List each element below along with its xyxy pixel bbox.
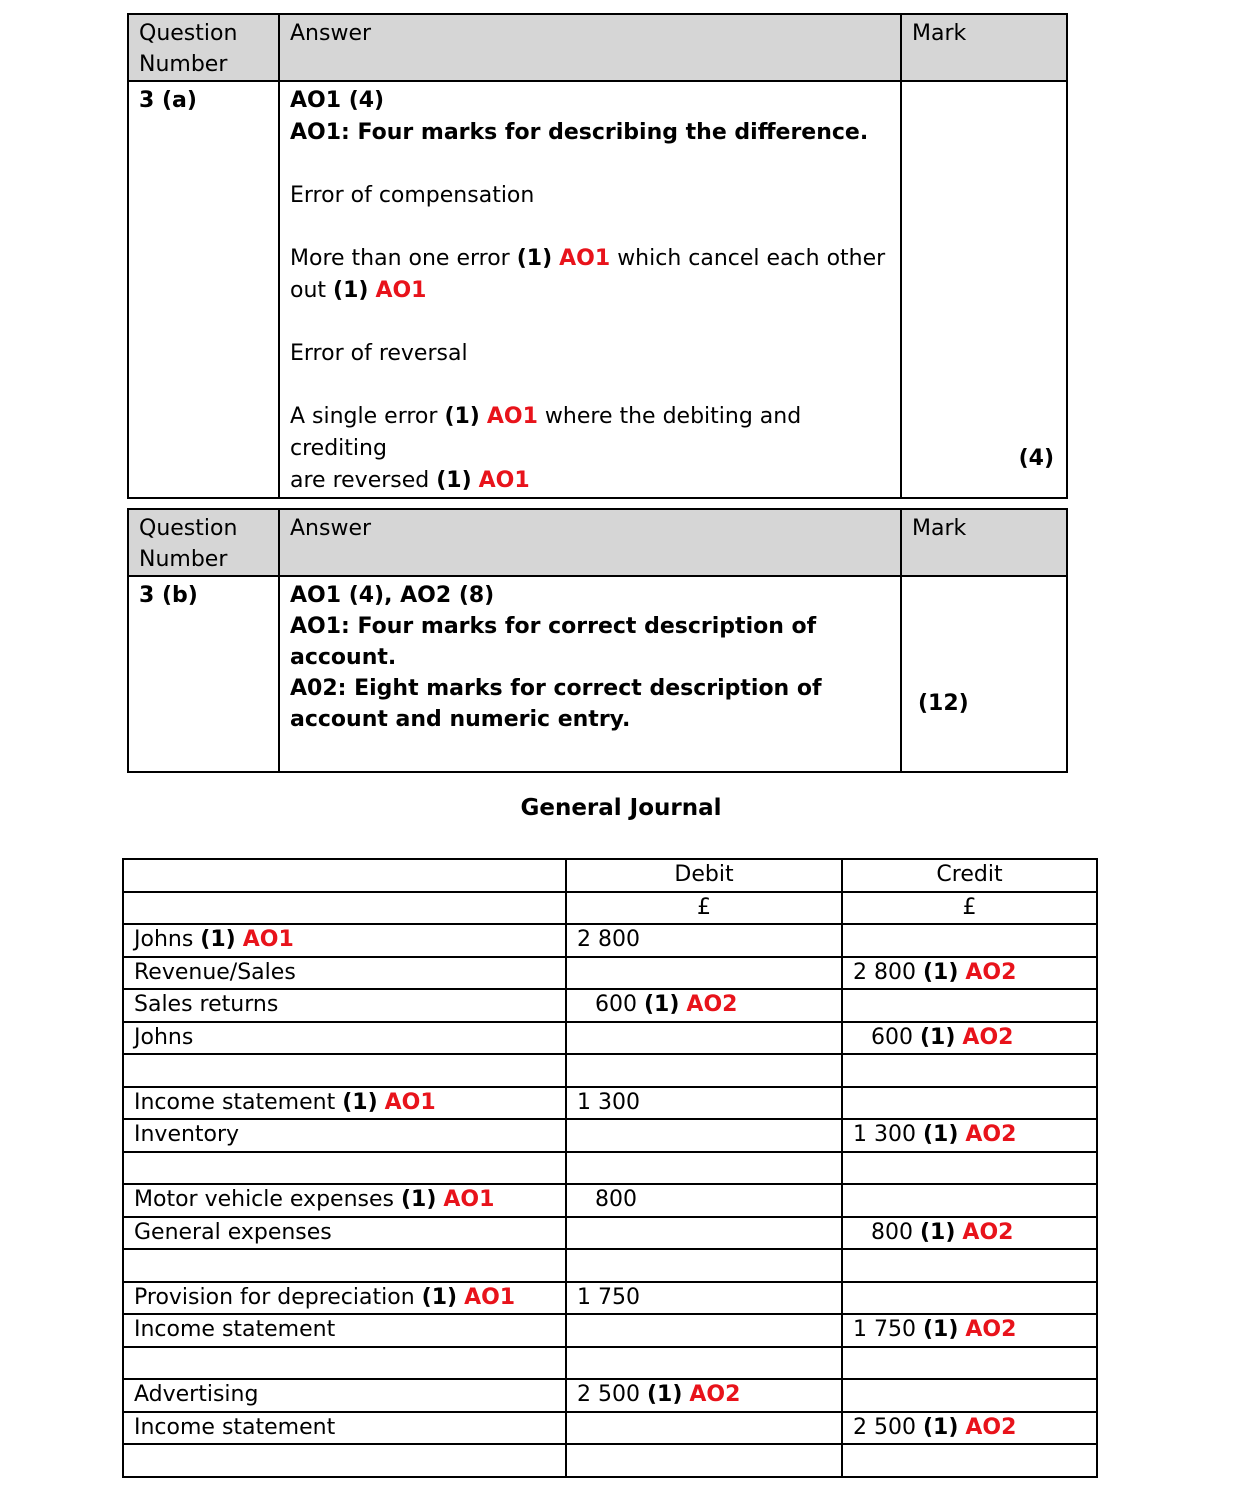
debit-cell: [566, 1314, 842, 1347]
debit-header: Debit: [566, 859, 842, 892]
account-cell: [123, 1054, 566, 1087]
journal-currency-row: [123, 892, 1097, 925]
debit-cell: 1 750: [566, 1282, 842, 1315]
journal-row: [123, 1087, 1097, 1120]
ao-heading: AO1 (4): [290, 88, 385, 113]
ao2-description: A02: Eight marks for correct description of: [290, 676, 822, 701]
journal-row: [123, 1249, 1097, 1282]
ao-heading: AO1 (4), AO2 (8): [290, 583, 495, 608]
debit-cell: 1 300: [566, 1087, 842, 1120]
answer-cell: AO1 (4), AO2 (8) AO1: Four marks for correct description of account. A02: Eight marks for correct description of account and numeric entry.: [279, 576, 901, 772]
mark-value: (12): [918, 691, 969, 716]
credit-header: Credit: [842, 859, 1097, 892]
mark-cell: [901, 576, 1067, 772]
debit-cell: 2 500 (1) AO2: [566, 1379, 842, 1412]
account-cell: Motor vehicle expenses (1) AO1: [123, 1184, 566, 1217]
credit-cell: [842, 1249, 1097, 1282]
ao-description: AO1: Four marks for describing the difference.: [290, 120, 869, 145]
account-cell: [123, 1249, 566, 1282]
journal-row: [123, 1444, 1097, 1477]
mark-scheme-table-3a: [127, 13, 1068, 499]
answer-header: Answer: [279, 14, 901, 81]
account-cell: General expenses: [123, 1217, 566, 1250]
para-text: A single error (1) AO1 where the debiting and crediting are reversed (1) AO1: [290, 404, 802, 493]
ao1-description: AO1: Four marks for correct description of: [290, 614, 817, 639]
credit-cell: [842, 1054, 1097, 1087]
header-row: [128, 509, 1067, 576]
journal-row: [123, 1217, 1097, 1250]
journal-row: [123, 957, 1097, 990]
credit-cell: [842, 1152, 1097, 1185]
credit-cell: 600 (1) AO2: [842, 1022, 1097, 1055]
account-cell: [123, 1444, 566, 1477]
credit-cell: 1 750 (1) AO2: [842, 1314, 1097, 1347]
account-cell: Johns (1) AO1: [123, 924, 566, 957]
journal-row: [123, 924, 1097, 957]
para-title: Error of compensation: [290, 183, 535, 208]
account-cell: [123, 1347, 566, 1380]
account-cell: Advertising: [123, 1379, 566, 1412]
credit-cell: [842, 1379, 1097, 1412]
header-row: [128, 14, 1067, 81]
credit-cell: [842, 1087, 1097, 1120]
account-cell: Inventory: [123, 1119, 566, 1152]
debit-cell: 2 800: [566, 924, 842, 957]
journal-row: [123, 1184, 1097, 1217]
debit-cell: 800: [566, 1184, 842, 1217]
debit-cell: [566, 1444, 842, 1477]
credit-cell: 2 500 (1) AO2: [842, 1412, 1097, 1445]
journal-row: [123, 989, 1097, 1022]
account-cell: Income statement (1) AO1: [123, 1087, 566, 1120]
mark-cell: [901, 81, 1067, 498]
question-number-header: Question Number: [128, 14, 279, 81]
journal-title: General Journal: [520, 795, 722, 821]
answer-header: Answer: [279, 509, 901, 576]
debit-cell: [566, 1249, 842, 1282]
account-cell: Provision for depreciation (1) AO1: [123, 1282, 566, 1315]
credit-cell: [842, 989, 1097, 1022]
journal-row: [123, 1412, 1097, 1445]
debit-cell: [566, 1217, 842, 1250]
debit-currency: £: [566, 892, 842, 925]
debit-cell: [566, 1054, 842, 1087]
journal-row: [123, 1379, 1097, 1412]
account-cell: Income statement: [123, 1412, 566, 1445]
account-cell: Income statement: [123, 1314, 566, 1347]
account-cell: Revenue/Sales: [123, 957, 566, 990]
debit-cell: 600 (1) AO2: [566, 989, 842, 1022]
credit-cell: [842, 924, 1097, 957]
credit-cell: [842, 1184, 1097, 1217]
journal-row: [123, 1282, 1097, 1315]
debit-cell: [566, 1119, 842, 1152]
journal-row: [123, 1152, 1097, 1185]
account-cell: [123, 1152, 566, 1185]
journal-row: [123, 1022, 1097, 1055]
debit-cell: [566, 1152, 842, 1185]
credit-cell: 800 (1) AO2: [842, 1217, 1097, 1250]
mark-scheme-table-3b: [127, 508, 1068, 773]
credit-cell: [842, 1347, 1097, 1380]
credit-cell: 2 800 (1) AO2: [842, 957, 1097, 990]
para-text: More than one error (1) AO1 which cancel each other out (1) AO1: [290, 246, 886, 303]
general-journal-table: [122, 858, 1098, 1478]
credit-cell: 1 300 (1) AO2: [842, 1119, 1097, 1152]
question-number-header: Question Number: [128, 509, 279, 576]
journal-row: [123, 1119, 1097, 1152]
answer-cell: [279, 81, 901, 498]
question-number-cell: 3 (a): [128, 81, 279, 498]
mark-header: Mark: [901, 14, 1067, 81]
account-cell: Johns: [123, 1022, 566, 1055]
credit-cell: [842, 1282, 1097, 1315]
mark-value: (4): [1018, 446, 1054, 471]
debit-cell: [566, 957, 842, 990]
debit-cell: [566, 1412, 842, 1445]
para-title: Error of reversal: [290, 341, 468, 366]
question-number-cell: 3 (b): [128, 576, 279, 772]
journal-row: [123, 1314, 1097, 1347]
debit-cell: [566, 1347, 842, 1380]
credit-cell: [842, 1444, 1097, 1477]
debit-cell: [566, 1022, 842, 1055]
journal-row: [123, 1054, 1097, 1087]
journal-row: [123, 1347, 1097, 1380]
mark-header: Mark: [901, 509, 1067, 576]
account-cell: Sales returns: [123, 989, 566, 1022]
journal-header-row: [123, 859, 1097, 892]
credit-currency: £: [842, 892, 1097, 925]
